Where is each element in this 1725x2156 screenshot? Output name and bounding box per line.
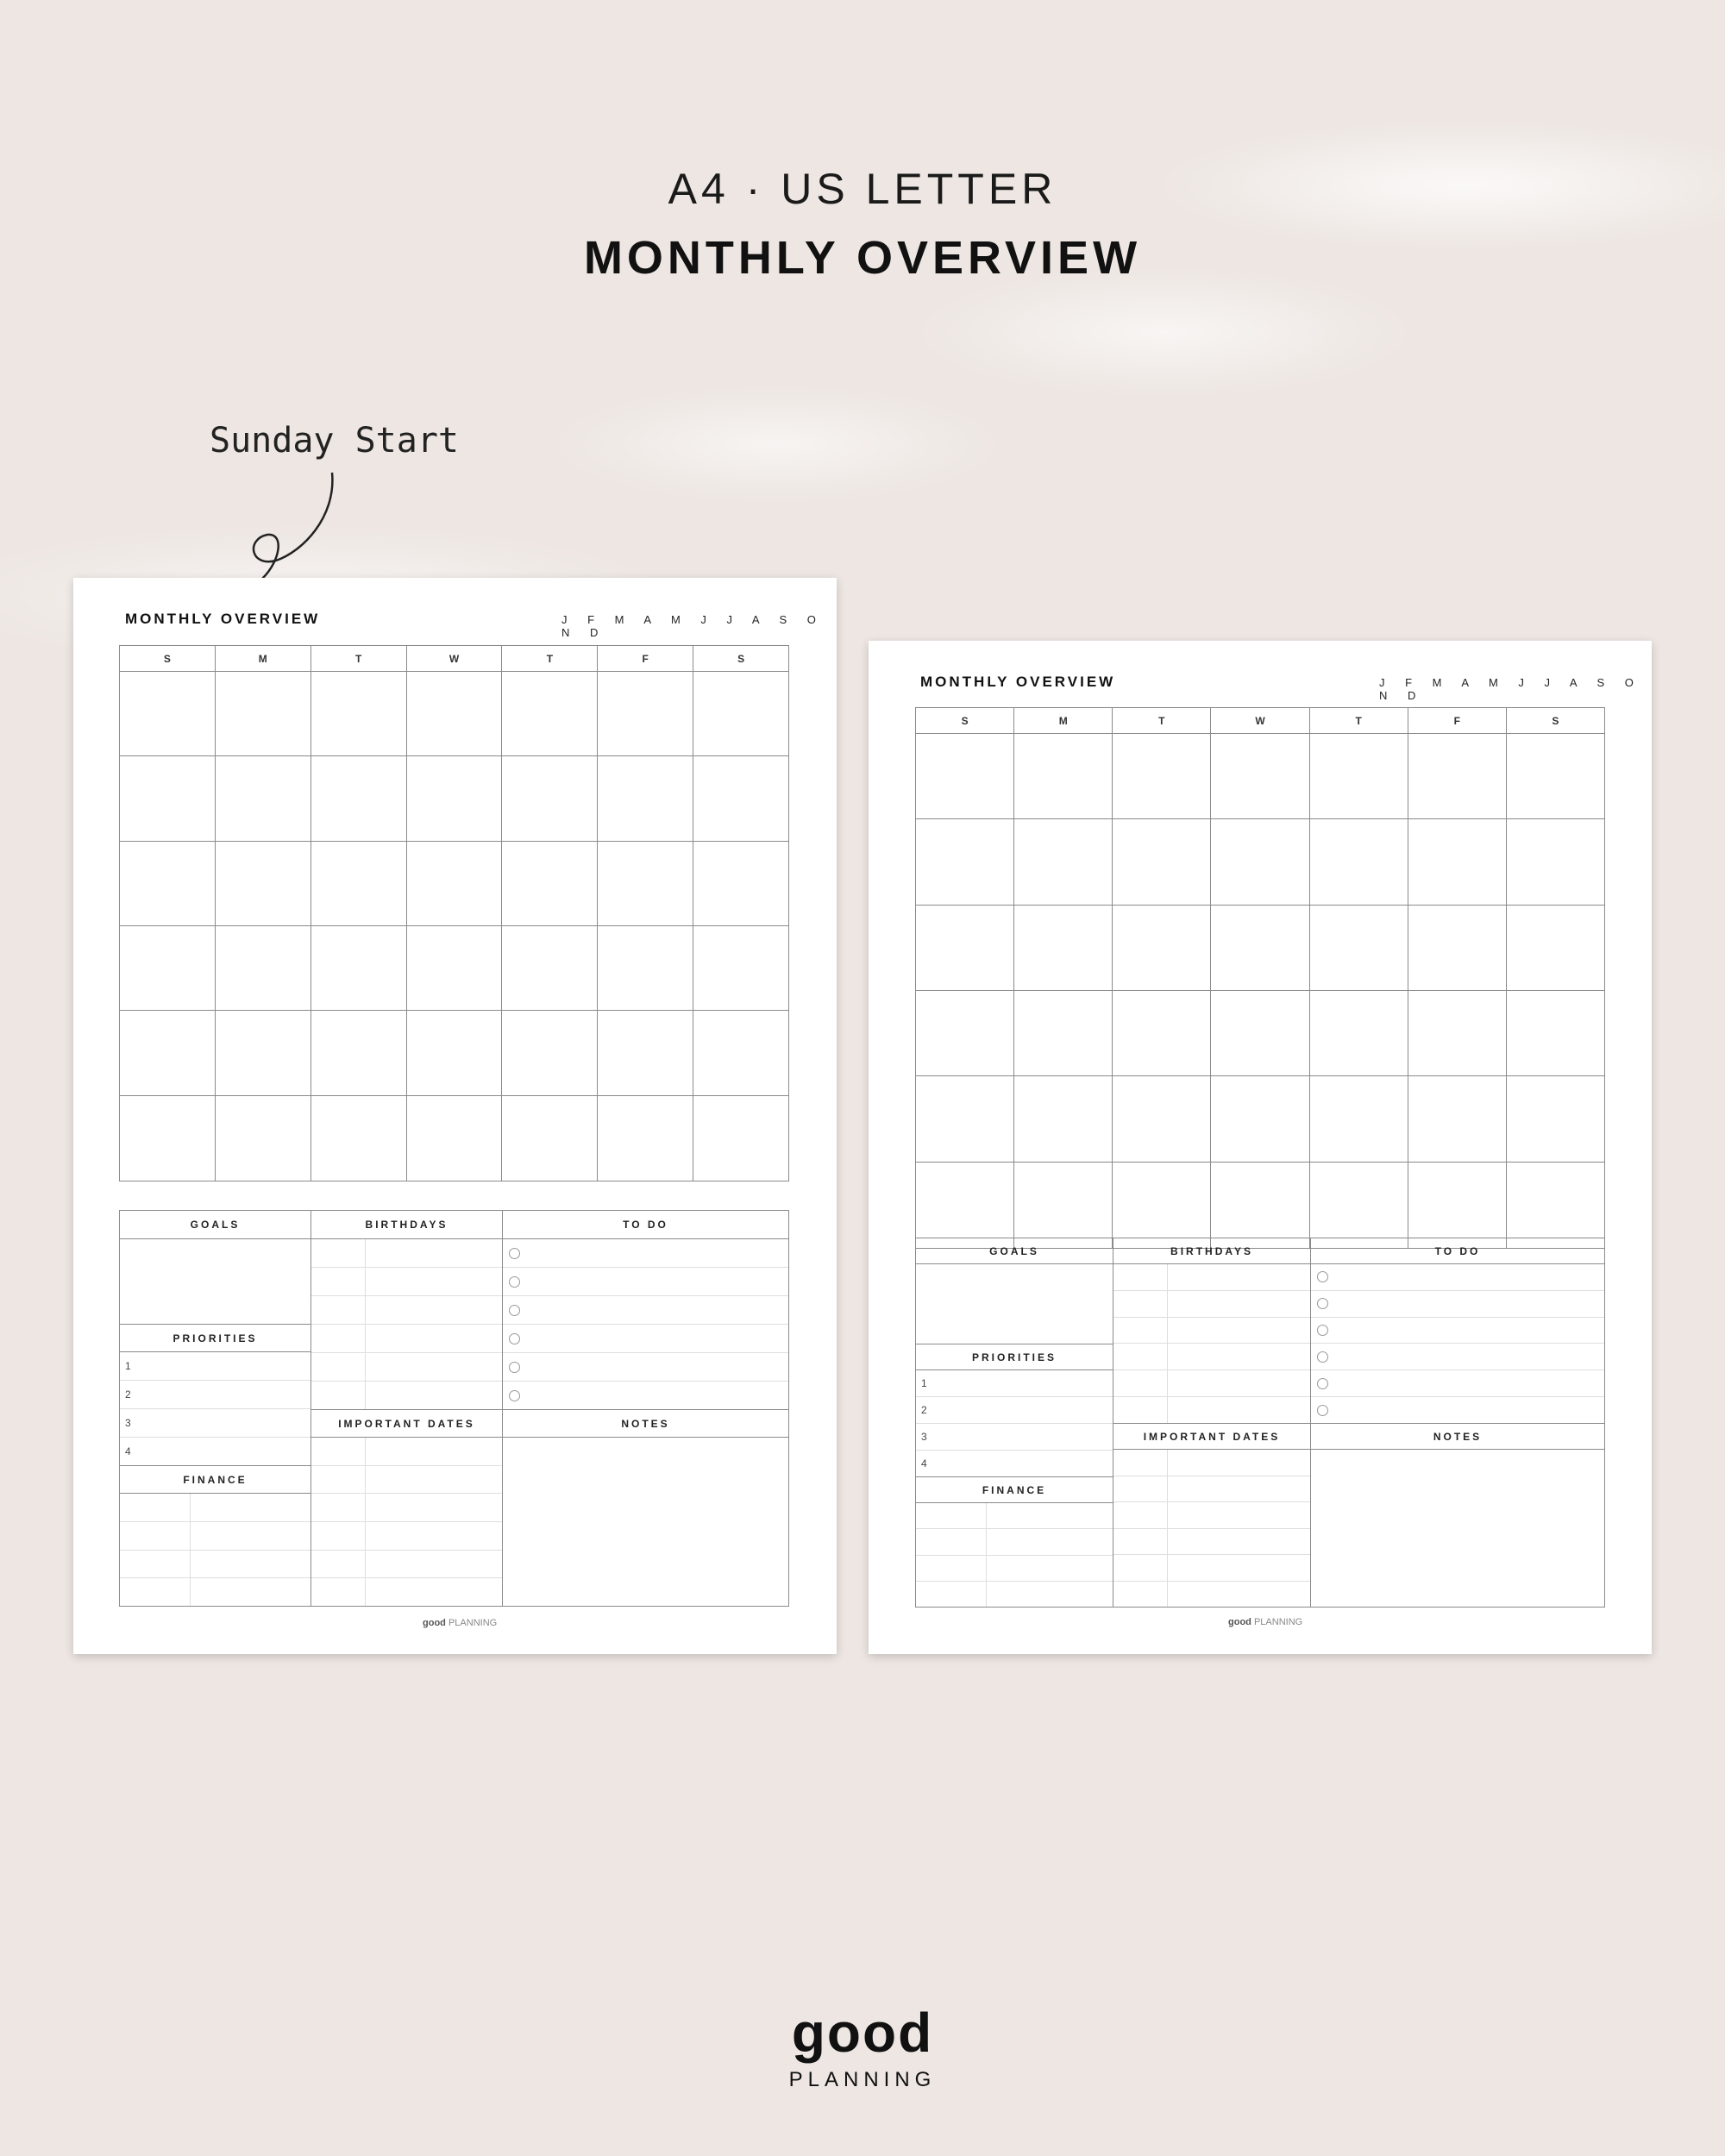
finance-heading: FINANCE [120, 1465, 310, 1494]
left-column [916, 1238, 1113, 1607]
entry-date-cell[interactable] [120, 1522, 191, 1550]
calendar-day-cell[interactable] [1408, 734, 1507, 818]
calendar-day-cell[interactable] [216, 1011, 311, 1094]
calendar-day-cell[interactable] [916, 1076, 1014, 1161]
calendar-day-cell[interactable] [598, 1011, 693, 1094]
calendar-day-cell[interactable] [1310, 906, 1408, 990]
entry-line[interactable] [311, 1438, 502, 1466]
calendar-day-cell[interactable] [693, 672, 788, 755]
todo-item[interactable] [503, 1325, 788, 1353]
entry-line[interactable] [311, 1268, 502, 1296]
calendar-day-cell[interactable] [693, 926, 788, 1010]
calendar-week-row [916, 906, 1604, 991]
entry-date-cell[interactable] [311, 1296, 366, 1324]
calendar-day-cell[interactable] [1310, 734, 1408, 818]
todo-item[interactable] [1311, 1318, 1604, 1344]
calendar-day-cell[interactable] [1507, 906, 1604, 990]
calendar-day-cell[interactable] [1211, 734, 1309, 818]
priority-line: 1 [916, 1370, 1113, 1397]
calendar-day-cell[interactable] [1310, 1163, 1408, 1248]
calendar-grid [915, 707, 1605, 1249]
calendar-day-cell[interactable] [1014, 819, 1113, 904]
entry-line[interactable] [1113, 1555, 1310, 1582]
entry-line[interactable] [1113, 1582, 1310, 1608]
calendar-day-cell[interactable] [1211, 991, 1309, 1075]
calendar-day-cell[interactable] [1211, 819, 1309, 904]
entry-date-cell[interactable] [1113, 1344, 1168, 1369]
entry-date-cell[interactable] [311, 1353, 366, 1381]
entry-date-cell[interactable] [916, 1582, 987, 1607]
entry-line[interactable] [120, 1494, 310, 1522]
birthdays-table [311, 1239, 502, 1409]
right-column [1311, 1238, 1604, 1607]
entry-line[interactable] [311, 1296, 502, 1325]
entry-line[interactable] [1113, 1529, 1310, 1556]
weekday-header-row [120, 646, 788, 672]
weekday-fri: F [598, 646, 693, 671]
calendar-week-row [916, 1076, 1604, 1162]
calendar-day-cell[interactable] [1211, 906, 1309, 990]
sheet-brand: good PLANNING [423, 1618, 498, 1628]
priorities-heading: PRIORITIES [916, 1344, 1113, 1370]
entry-date-cell[interactable] [311, 1494, 366, 1521]
calendar-day-cell[interactable] [693, 1096, 788, 1181]
entry-line[interactable] [120, 1551, 310, 1579]
calendar-day-cell[interactable] [120, 842, 216, 925]
finance-heading: FINANCE [916, 1476, 1113, 1503]
todo-item[interactable] [503, 1353, 788, 1382]
priority-line: 4 [125, 1445, 131, 1457]
calendar-day-cell[interactable] [1310, 991, 1408, 1075]
entry-line[interactable] [311, 1353, 502, 1382]
calendar-day-cell[interactable] [407, 842, 503, 925]
calendar-day-cell[interactable] [916, 819, 1014, 904]
calendar-day-cell[interactable] [916, 906, 1014, 990]
todo-item[interactable] [503, 1268, 788, 1296]
calendar-day-cell[interactable] [1507, 819, 1604, 904]
entry-line[interactable] [1113, 1318, 1310, 1344]
entry-line[interactable] [311, 1466, 502, 1495]
calendar-day-cell[interactable] [1113, 1076, 1211, 1161]
entry-date-cell[interactable] [311, 1239, 366, 1267]
calendar-week-row [120, 1011, 788, 1095]
calendar-day-cell[interactable] [1507, 1163, 1604, 1248]
weekday-thu: T [1310, 708, 1408, 733]
entry-line[interactable] [916, 1529, 1113, 1555]
calendar-day-cell[interactable] [598, 1096, 693, 1181]
calendar-day-cell[interactable] [216, 756, 311, 840]
calendar-day-cell[interactable] [407, 672, 503, 755]
calendar-day-cell[interactable] [1113, 734, 1211, 818]
goals-heading: GOALS [916, 1238, 1113, 1264]
checkbox-circle-icon[interactable] [509, 1333, 520, 1344]
calendar-day-cell[interactable] [216, 672, 311, 755]
calendar-day-cell[interactable] [1408, 1163, 1507, 1248]
todo-item[interactable] [1311, 1370, 1604, 1397]
weekday-header-row [916, 708, 1604, 734]
goals-heading: GOALS [120, 1211, 310, 1239]
entry-date-cell[interactable] [1113, 1476, 1168, 1502]
weekday-fri: F [1408, 708, 1507, 733]
entry-date-cell[interactable] [311, 1268, 366, 1295]
entry-line[interactable] [311, 1494, 502, 1522]
sheet-title: MONTHLY OVERVIEW [920, 674, 1116, 690]
calendar-day-cell[interactable] [1014, 991, 1113, 1075]
sheet-title: MONTHLY OVERVIEW [125, 611, 321, 627]
weekday-sun: S [916, 708, 1014, 733]
right-column [503, 1211, 788, 1606]
entry-line[interactable] [120, 1578, 310, 1606]
calendar-day-cell[interactable] [1014, 1076, 1113, 1161]
goals-area [916, 1264, 1113, 1344]
sheet-brand: good PLANNING [1228, 1617, 1303, 1627]
calendar-day-cell[interactable] [502, 842, 598, 925]
entry-date-cell[interactable] [120, 1494, 191, 1521]
checkbox-circle-icon[interactable] [1317, 1298, 1328, 1309]
calendar-day-cell[interactable] [120, 926, 216, 1010]
calendar-day-cell[interactable] [311, 926, 407, 1010]
calendar-day-cell[interactable] [407, 756, 503, 840]
sunday-start-note: Sunday Start [210, 421, 459, 461]
priorities-heading: PRIORITIES [120, 1324, 310, 1352]
entry-date-cell[interactable] [1113, 1582, 1168, 1608]
notes-heading: NOTES [1311, 1423, 1604, 1450]
calendar-day-cell[interactable] [598, 756, 693, 840]
lower-sections [915, 1238, 1605, 1608]
calendar-day-cell[interactable] [598, 842, 693, 925]
calendar-week-row [916, 1163, 1604, 1248]
calendar-day-cell[interactable] [916, 1163, 1014, 1248]
entry-line[interactable] [1113, 1450, 1310, 1476]
entry-date-cell[interactable] [1113, 1529, 1168, 1555]
calendar-day-cell[interactable] [598, 926, 693, 1010]
entry-date-cell[interactable] [1113, 1318, 1168, 1344]
weekday-mon: M [216, 646, 311, 671]
calendar-day-cell[interactable] [598, 672, 693, 755]
checkbox-circle-icon[interactable] [509, 1362, 520, 1373]
weekday-tue: T [1113, 708, 1211, 733]
entry-date-cell[interactable] [1113, 1397, 1168, 1423]
important-dates-heading: IMPORTANT DATES [311, 1409, 502, 1438]
planner-sheet-a4 [73, 578, 837, 1654]
checkbox-circle-icon[interactable] [1317, 1378, 1328, 1389]
entry-date-cell[interactable] [916, 1529, 987, 1554]
checkbox-circle-icon[interactable] [509, 1276, 520, 1288]
entry-line[interactable] [916, 1556, 1113, 1582]
calendar-day-cell[interactable] [120, 756, 216, 840]
important-dates-table [311, 1438, 502, 1606]
planner-sheet-letter [869, 641, 1652, 1654]
important-dates-table [1113, 1450, 1310, 1607]
calendar-week-row [916, 991, 1604, 1076]
todo-item[interactable] [1311, 1264, 1604, 1291]
weekday-mon: M [1014, 708, 1113, 733]
entry-date-cell[interactable] [916, 1556, 987, 1581]
weekday-sat: S [1552, 714, 1559, 727]
checkbox-circle-icon[interactable] [1317, 1325, 1328, 1336]
calendar-day-cell[interactable] [1507, 991, 1604, 1075]
calendar-day-cell[interactable] [502, 756, 598, 840]
notes-area [1311, 1450, 1604, 1607]
entry-date-cell[interactable] [1113, 1264, 1168, 1290]
calendar-day-cell[interactable] [1014, 906, 1113, 990]
entry-date-cell[interactable] [311, 1551, 366, 1578]
entry-line[interactable] [916, 1582, 1113, 1607]
finance-table [120, 1494, 310, 1606]
calendar-week-row [120, 672, 788, 756]
entry-line[interactable] [1113, 1291, 1310, 1318]
header-line-2: MONTHLY OVERVIEW [583, 232, 1142, 284]
entry-line[interactable] [311, 1551, 502, 1579]
calendar-day-cell[interactable] [1310, 819, 1408, 904]
birthdays-heading: BIRTHDAYS [311, 1211, 502, 1239]
entry-date-cell[interactable] [311, 1382, 366, 1409]
entry-line[interactable] [311, 1382, 502, 1409]
calendar-day-cell[interactable] [693, 756, 788, 840]
priority-line: 1 [120, 1352, 310, 1381]
checkbox-circle-icon[interactable] [509, 1390, 520, 1401]
header-line-1: A4 · US LETTER [668, 165, 1057, 213]
calendar-week-row [120, 842, 788, 926]
priority-line: 2 [120, 1381, 310, 1409]
entry-date-cell[interactable] [311, 1578, 366, 1606]
todo-heading: TO DO [1311, 1238, 1604, 1264]
todo-heading: TO DO [503, 1211, 788, 1239]
finance-table [916, 1503, 1113, 1607]
checkbox-circle-icon[interactable] [1317, 1351, 1328, 1363]
calendar-day-cell[interactable] [311, 672, 407, 755]
entry-line[interactable] [1113, 1370, 1310, 1397]
entry-date-cell[interactable] [1113, 1291, 1168, 1317]
todo-item[interactable] [503, 1239, 788, 1268]
weekday-thu: T [502, 646, 598, 671]
entry-date-cell[interactable] [311, 1438, 366, 1465]
todo-list [503, 1239, 788, 1409]
checkbox-circle-icon[interactable] [509, 1305, 520, 1316]
todo-list [1311, 1264, 1604, 1423]
calendar-week-row [120, 1096, 788, 1181]
entry-date-cell[interactable] [1113, 1555, 1168, 1581]
calendar-day-cell[interactable] [916, 991, 1014, 1075]
birthdays-heading: BIRTHDAYS [1113, 1238, 1310, 1264]
calendar-day-cell[interactable] [1408, 819, 1507, 904]
calendar-day-cell[interactable] [311, 756, 407, 840]
entry-date-cell[interactable] [311, 1466, 366, 1494]
entry-line[interactable] [1113, 1264, 1310, 1291]
middle-column [1113, 1238, 1311, 1607]
entry-line[interactable] [1113, 1476, 1310, 1503]
entry-date-cell[interactable] [1113, 1450, 1168, 1476]
calendar-week-row [120, 926, 788, 1011]
notes-area [503, 1438, 788, 1606]
calendar-day-cell[interactable] [916, 734, 1014, 818]
calendar-day-cell[interactable] [1310, 1076, 1408, 1161]
calendar-week-row [120, 756, 788, 841]
left-column [120, 1211, 311, 1606]
entry-line[interactable] [311, 1578, 502, 1606]
weekday-tue: T [311, 646, 407, 671]
calendar-day-cell[interactable] [407, 926, 503, 1010]
entry-line[interactable] [1113, 1502, 1310, 1529]
calendar-day-cell[interactable] [120, 1011, 216, 1094]
todo-item[interactable] [1311, 1291, 1604, 1318]
calendar-day-cell[interactable] [216, 926, 311, 1010]
calendar-day-cell[interactable] [1408, 991, 1507, 1075]
entry-date-cell[interactable] [120, 1578, 191, 1606]
priority-line: 2 [916, 1397, 1113, 1424]
priority-line: 3 [916, 1424, 1113, 1451]
calendar-day-cell[interactable] [502, 1096, 598, 1181]
todo-item[interactable] [503, 1382, 788, 1409]
calendar-day-cell[interactable] [120, 672, 216, 755]
calendar-day-cell[interactable] [502, 926, 598, 1010]
todo-item[interactable] [1311, 1397, 1604, 1423]
calendar-day-cell[interactable] [502, 1011, 598, 1094]
weekday-wed: W [407, 646, 503, 671]
calendar-day-cell[interactable] [311, 842, 407, 925]
brand-logo-sub: PLANNING [788, 2068, 937, 2091]
calendar-day-cell[interactable] [407, 1011, 503, 1094]
calendar-day-cell[interactable] [1507, 1076, 1604, 1161]
entry-line[interactable] [1113, 1344, 1310, 1370]
middle-column [311, 1211, 503, 1606]
calendar-day-cell[interactable] [216, 842, 311, 925]
calendar-day-cell[interactable] [120, 1096, 216, 1181]
calendar-day-cell[interactable] [1211, 1076, 1309, 1161]
entry-date-cell[interactable] [120, 1551, 191, 1578]
weekday-sat: S [737, 652, 745, 665]
notes-heading: NOTES [503, 1409, 788, 1438]
calendar-day-cell[interactable] [1113, 906, 1211, 990]
todo-item[interactable] [1311, 1344, 1604, 1370]
entry-date-cell[interactable] [311, 1522, 366, 1550]
calendar-day-cell[interactable] [1408, 906, 1507, 990]
calendar-day-cell[interactable] [1507, 734, 1604, 818]
entry-line[interactable] [1113, 1397, 1310, 1423]
calendar-day-cell[interactable] [1113, 1163, 1211, 1248]
month-selector: J F M A M J J A S O N D [1379, 676, 1642, 702]
calendar-week-row [916, 734, 1604, 819]
calendar-day-cell[interactable] [216, 1096, 311, 1181]
calendar-day-cell[interactable] [407, 1096, 503, 1181]
month-selector: J F M A M J J A S O N D [561, 613, 825, 639]
todo-item[interactable] [503, 1296, 788, 1325]
calendar-day-cell[interactable] [1014, 1163, 1113, 1248]
entry-line[interactable] [120, 1522, 310, 1551]
entry-date-cell[interactable] [1113, 1370, 1168, 1396]
entry-date-cell[interactable] [916, 1503, 987, 1528]
checkbox-circle-icon[interactable] [1317, 1405, 1328, 1416]
entry-line[interactable] [311, 1239, 502, 1268]
birthdays-table [1113, 1264, 1310, 1423]
calendar-day-cell[interactable] [1408, 1076, 1507, 1161]
calendar-day-cell[interactable] [1014, 734, 1113, 818]
weekday-wed: W [1211, 708, 1309, 733]
important-dates-heading: IMPORTANT DATES [1113, 1423, 1310, 1450]
calendar-grid [119, 645, 789, 1181]
checkbox-circle-icon[interactable] [509, 1248, 520, 1259]
checkbox-circle-icon[interactable] [1317, 1271, 1328, 1282]
calendar-day-cell[interactable] [1113, 991, 1211, 1075]
goals-area [120, 1239, 310, 1324]
calendar-day-cell[interactable] [311, 1096, 407, 1181]
calendar-day-cell[interactable] [693, 1011, 788, 1094]
priority-line: 3 [120, 1409, 310, 1438]
calendar-day-cell[interactable] [1211, 1163, 1309, 1248]
calendar-day-cell[interactable] [693, 842, 788, 925]
entry-line[interactable] [916, 1503, 1113, 1529]
entry-date-cell[interactable] [311, 1325, 366, 1352]
brand-logo-word: good [791, 2002, 934, 2064]
priority-line: 4 [921, 1457, 927, 1470]
entry-line[interactable] [311, 1325, 502, 1353]
calendar-day-cell[interactable] [311, 1011, 407, 1094]
calendar-day-cell[interactable] [1113, 819, 1211, 904]
calendar-day-cell[interactable] [502, 672, 598, 755]
lower-sections [119, 1210, 789, 1607]
entry-line[interactable] [311, 1522, 502, 1551]
entry-date-cell[interactable] [1113, 1502, 1168, 1528]
calendar-week-row [916, 819, 1604, 905]
weekday-sun: S [120, 646, 216, 671]
